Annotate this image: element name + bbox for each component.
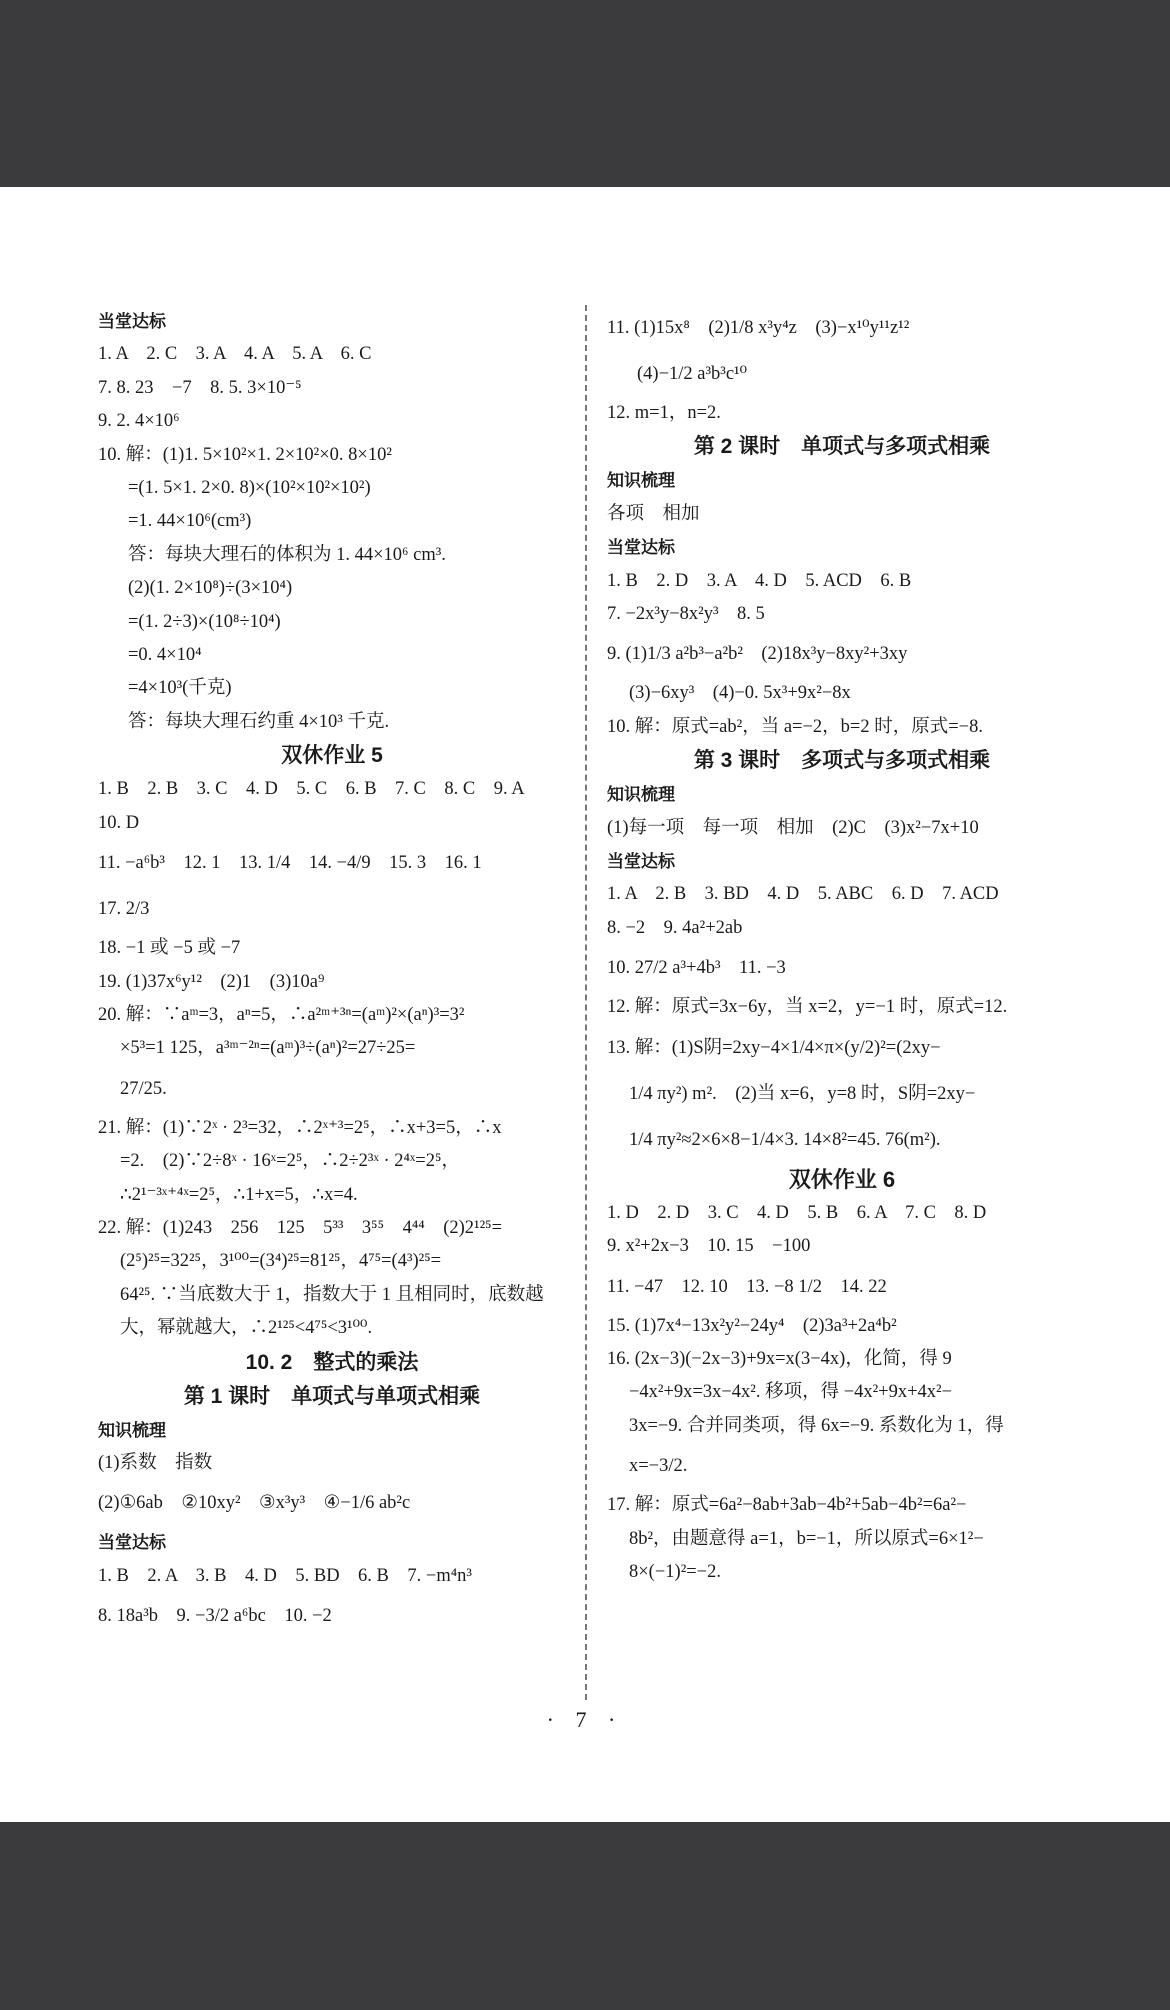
answer-line: 10. 解：原式=ab²，当 a=−2，b=2 时，原式=−8. xyxy=(607,716,983,737)
answer-line: (3)−6xy³ (4)−0. 5x³+9x²−8x xyxy=(629,683,851,704)
answer-line: 27/25. xyxy=(120,1078,167,1099)
answer-line: 1. A 2. C 3. A 4. A 5. A 6. C xyxy=(98,344,372,365)
answer-line: 8. −2 9. 4a²+2ab xyxy=(607,917,743,938)
answer-line: (2)①6ab ②10xy² ③x³y³ ④−1/6 ab²c xyxy=(98,1493,411,1514)
answer-line: 1. D 2. D 3. C 4. D 5. B 6. A 7. C 8. D xyxy=(607,1202,987,1223)
section-heading: 双休作业 5 xyxy=(281,744,383,768)
answer-line: x=−3/2. xyxy=(629,1456,688,1477)
answer-line: −4x²+9x=3x−4x². 移项，得 −4x²+9x+4x²− xyxy=(629,1382,953,1403)
answer-line: ×5³=1 125，a³ᵐ⁻²ⁿ=(aᵐ)³÷(aⁿ)²=27÷25= xyxy=(120,1038,416,1059)
section-heading: 第 2 课时 单项式与多项式相乘 xyxy=(693,435,991,459)
answer-line: 3x=−9. 合并同类项，得 6x=−9. 系数化为 1，得 xyxy=(629,1415,1004,1436)
answer-line: 12. m=1，n=2. xyxy=(607,403,721,423)
section-heading: 10. 2 整式的乘法 xyxy=(245,1350,419,1374)
section-heading: 第 1 课时 单项式与单项式相乘 xyxy=(183,1384,481,1408)
answer-line: 11. −47 12. 10 13. −8 1/2 14. 22 xyxy=(607,1276,887,1297)
top-dark-bar xyxy=(0,0,1170,187)
answer-line: =(1. 5×1. 2×0. 8)×(10²×10²×10²) xyxy=(128,478,371,499)
answer-line: 10. 解：(1)1. 5×10²×1. 2×10²×0. 8×10² xyxy=(98,444,392,465)
answer-line: (1)系数 指数 xyxy=(98,1452,213,1473)
answer-line: 1. B 2. D 3. A 4. D 5. ACD 6. B xyxy=(607,570,912,591)
right-column xyxy=(607,305,1077,1589)
section-heading: 双休作业 6 xyxy=(788,1166,896,1192)
answer-line: 8b²，由题意得 a=1，b=−1，所以原式=6×1²− xyxy=(629,1528,984,1549)
answer-line: 1/4 πy²≈2×6×8−1/4×3. 14×8²=45. 76(m²). xyxy=(629,1129,941,1150)
answer-line: 大，幂就越大，∴2¹²⁵<4⁷⁵<3¹⁰⁰. xyxy=(120,1318,373,1339)
answer-line: (4)−1/2 a³b³c¹⁰ xyxy=(637,364,747,384)
answer-line: 1. B 2. B 3. C 4. D 5. C 6. B 7. C 8. C 9. A xyxy=(98,779,525,800)
answer-line: 16. (2x−3)(−2x−3)+9x=x(3−4x)，化简，得 9 xyxy=(607,1348,952,1369)
answer-line: 答：每块大理石的体积为 1. 44×10⁶ cm³. xyxy=(128,544,446,565)
answer-line: 11. −a⁶b³ 12. 1 13. 1/4 14. −4/9 15. 3 16. 1 xyxy=(98,853,482,874)
answer-line: 1. A 2. B 3. BD 4. D 5. ABC 6. D 7. ACD xyxy=(607,884,999,905)
subheading: 当堂达标 xyxy=(607,538,675,558)
answer-line: 10. 27/2 a³+4b³ 11. −3 xyxy=(607,958,786,979)
answer-line: 10. D xyxy=(98,812,140,833)
answer-line: 20. 解：∵aᵐ=3，aⁿ=5，∴a²ᵐ⁺³ⁿ=(aᵐ)²×(aⁿ)³=3² xyxy=(98,1004,465,1025)
answer-line: =(1. 2÷3)×(10⁸÷10⁴) xyxy=(128,611,281,632)
answer-line: ∴2¹⁻³ˣ⁺⁴ˣ=2⁵，∴1+x=5，∴x=4. xyxy=(120,1184,358,1205)
answer-line: =0. 4×10⁴ xyxy=(128,645,202,666)
subheading: 当堂达标 xyxy=(607,852,675,872)
answer-line: =1. 44×10⁶(cm³) xyxy=(128,511,252,532)
answer-line: 8×(−1)²=−2. xyxy=(629,1561,721,1582)
answer-line: 1/4 πy²) m². (2)当 x=6，y=8 时，S阴=2xy− xyxy=(629,1083,976,1104)
answer-line: 64²⁵. ∵当底数大于 1，指数大于 1 且相同时，底数越 xyxy=(120,1284,544,1305)
answer-line: 9. 2. 4×10⁶ xyxy=(98,411,180,432)
subheading: 知识梳理 xyxy=(607,471,675,491)
answer-line: 8. 18a³b 9. −3/2 a⁶bc 10. −2 xyxy=(98,1606,332,1627)
section-heading: 第 3 课时 多项式与多项式相乘 xyxy=(693,749,991,773)
answer-line: (1)每一项 每一项 相加 (2)C (3)x²−7x+10 xyxy=(607,817,979,838)
answer-line: 22. 解：(1)243 256 125 5³³ 3⁵⁵ 4⁴⁴ (2)2¹²⁵= xyxy=(98,1217,503,1238)
left-column xyxy=(98,305,566,1639)
subheading: 当堂达标 xyxy=(98,312,166,331)
answer-line: 17. 解：原式=6a²−8ab+3ab−4b²+5ab−4b²=6a²− xyxy=(607,1495,967,1516)
subheading: 当堂达标 xyxy=(98,1533,166,1553)
answer-line: 7. −2x³y−8x²y³ 8. 5 xyxy=(607,604,765,625)
column-divider xyxy=(585,305,587,1700)
answer-line: 1. B 2. A 3. B 4. D 5. BD 6. B 7. −m⁴n³ xyxy=(98,1565,472,1586)
answer-line: =4×10³(千克) xyxy=(128,678,232,699)
bottom-dark-bar xyxy=(0,1822,1170,2010)
answer-line: 各项 相加 xyxy=(607,503,700,524)
answer-line: 答：每块大理石约重 4×10³ 千克. xyxy=(128,711,390,732)
subheading: 知识梳理 xyxy=(607,785,675,805)
subheading: 知识梳理 xyxy=(98,1420,166,1440)
answer-line: 21. 解：(1)∵2ˣ · 2³=32，∴2ˣ⁺³=2⁵，∴x+3=5，∴x xyxy=(98,1117,502,1138)
answer-line: 13. 解：(1)S阴=2xy−4×1/4×π×(y/2)²=(2xy− xyxy=(607,1037,941,1058)
page-number: · 7 · xyxy=(546,1707,624,1732)
answer-line: 12. 解：原式=3x−6y，当 x=2，y=−1 时，原式=12. xyxy=(607,997,1008,1018)
answer-line: 9. x²+2x−3 10. 15 −100 xyxy=(607,1236,811,1257)
answer-line: 19. (1)37x⁶y¹² (2)1 (3)10a⁹ xyxy=(98,971,325,992)
answer-line: 11. (1)15x⁸ (2)1/8 x³y⁴z (3)−x¹⁰y¹¹z¹² xyxy=(607,318,910,338)
answer-line: (2)(1. 2×10⁸)÷(3×10⁴) xyxy=(128,578,293,599)
answer-line: (2⁵)²⁵=32²⁵，3¹⁰⁰=(3⁴)²⁵=81²⁵，4⁷⁵=(4³)²⁵= xyxy=(120,1251,442,1272)
answer-line: 9. (1)1/3 a²b³−a²b² (2)18x³y−8xy²+3xy xyxy=(607,644,908,665)
answer-line: 18. −1 或 −5 或 −7 xyxy=(98,938,241,959)
answer-line: 17. 2/3 xyxy=(98,899,150,920)
answer-line: 7. 8. 23 −7 8. 5. 3×10⁻⁵ xyxy=(98,377,302,398)
answer-line: =2. (2)∵2÷8ˣ · 16ˣ=2⁵，∴2÷2³ˣ · 2⁴ˣ=2⁵， xyxy=(120,1151,460,1172)
answer-line: 15. (1)7x⁴−13x²y²−24y⁴ (2)3a³+2a⁴b² xyxy=(607,1315,897,1336)
